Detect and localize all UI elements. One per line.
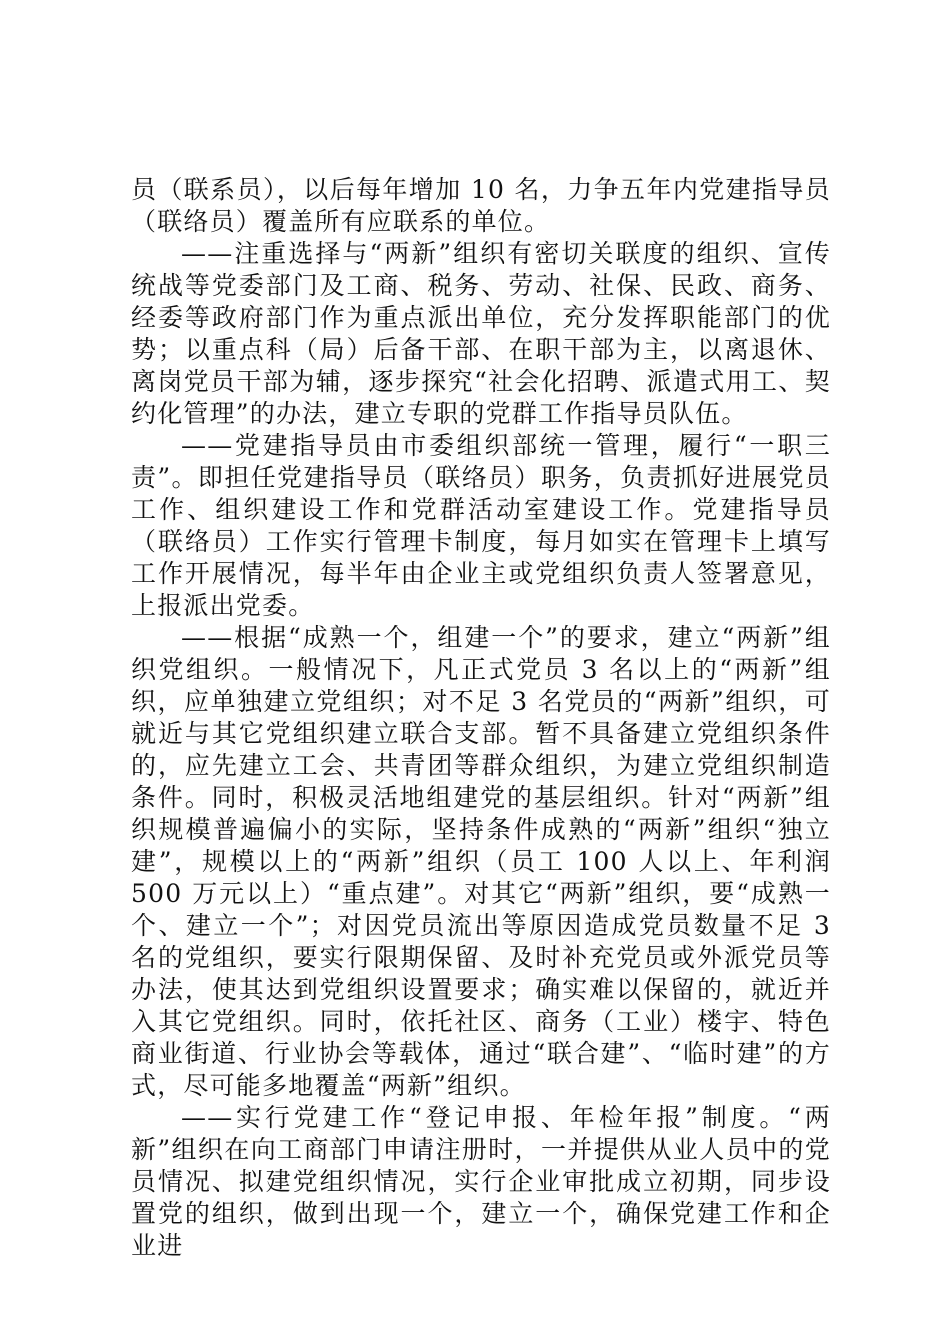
paragraph-5: ——实行党建工作“登记申报、年检年报”制度。“两新”组织在向工商部门申请注册时，一并提供从业人员中的党员情况、拟建党组织情况，实行企业审批成立初期，同步设置党的组织，做到出现一个，建立一个，确保党建工作和企业进 xyxy=(131,1103,831,1260)
paragraph-2: ——注重选择与“两新”组织有密切关联度的组织、宣传统战等党委部门及工商、税务、劳动、社保、民政、商务、经委等政府部门作为重点派出单位，充分发挥职能部门的优势；以重点科（局）后备干部、在职干部为主，以离退休、离岗党员干部为辅，逐步探究“社会化招聘、派遣式用工、契约化管理”的办法，建立专职的党群工作指导员队伍。 xyxy=(131,239,831,428)
paragraph-4: ——根据“成熟一个，组建一个”的要求，建立“两新”组织党组织。一般情况下，凡正式党员 3 名以上的“两新”组织，应单独建立党组织；对不足 3 名党员的“两新”组织，可就近与其它党组织建立联合支部。暂不具备建立党组织条件的，应先建立工会、共青团等群众组织，为建立党组织制造条件。同时，积极灵活地组建党的基层组织。针对“两新”组织规模普遍偏小的实际，坚持条件成熟的“两新”组织“独立建”，规模以上的“两新”组织（员工 100 人以上、年利润 500 万元以上）“重点建”。对其它“两新”组织，要“成熟一个、建立一个”；对因党员流出等原因造成党员数量不足 3 名的党组织，要实行限期保留、及时补充党员或外派党员等办法，使其达到党组织设置要求；确实难以保留的，就近并入其它党组织。同时，依托社区、商务（工业）楼宇、特色商业街道、行业协会等载体，通过“联合建”、“临时建”的方式，尽可能多地覆盖“两新”组织。 xyxy=(131,623,831,1100)
paragraph-3: ——党建指导员由市委组织部统一管理，履行“一职三责”。即担任党建指导员（联络员）职务，负责抓好进展党员工作、组织建设工作和党群活动室建设工作。党建指导员（联络员）工作实行管理卡制度，每月如实在管理卡上填写工作开展情况，每半年由企业主或党组织负责人签署意见，上报派出党委。 xyxy=(131,431,831,620)
paragraph-1: 员（联系员），以后每年增加 10 名，力争五年内党建指导员（联络员）覆盖所有应联系的单位。 xyxy=(131,175,831,236)
document-body xyxy=(131,174,831,1262)
